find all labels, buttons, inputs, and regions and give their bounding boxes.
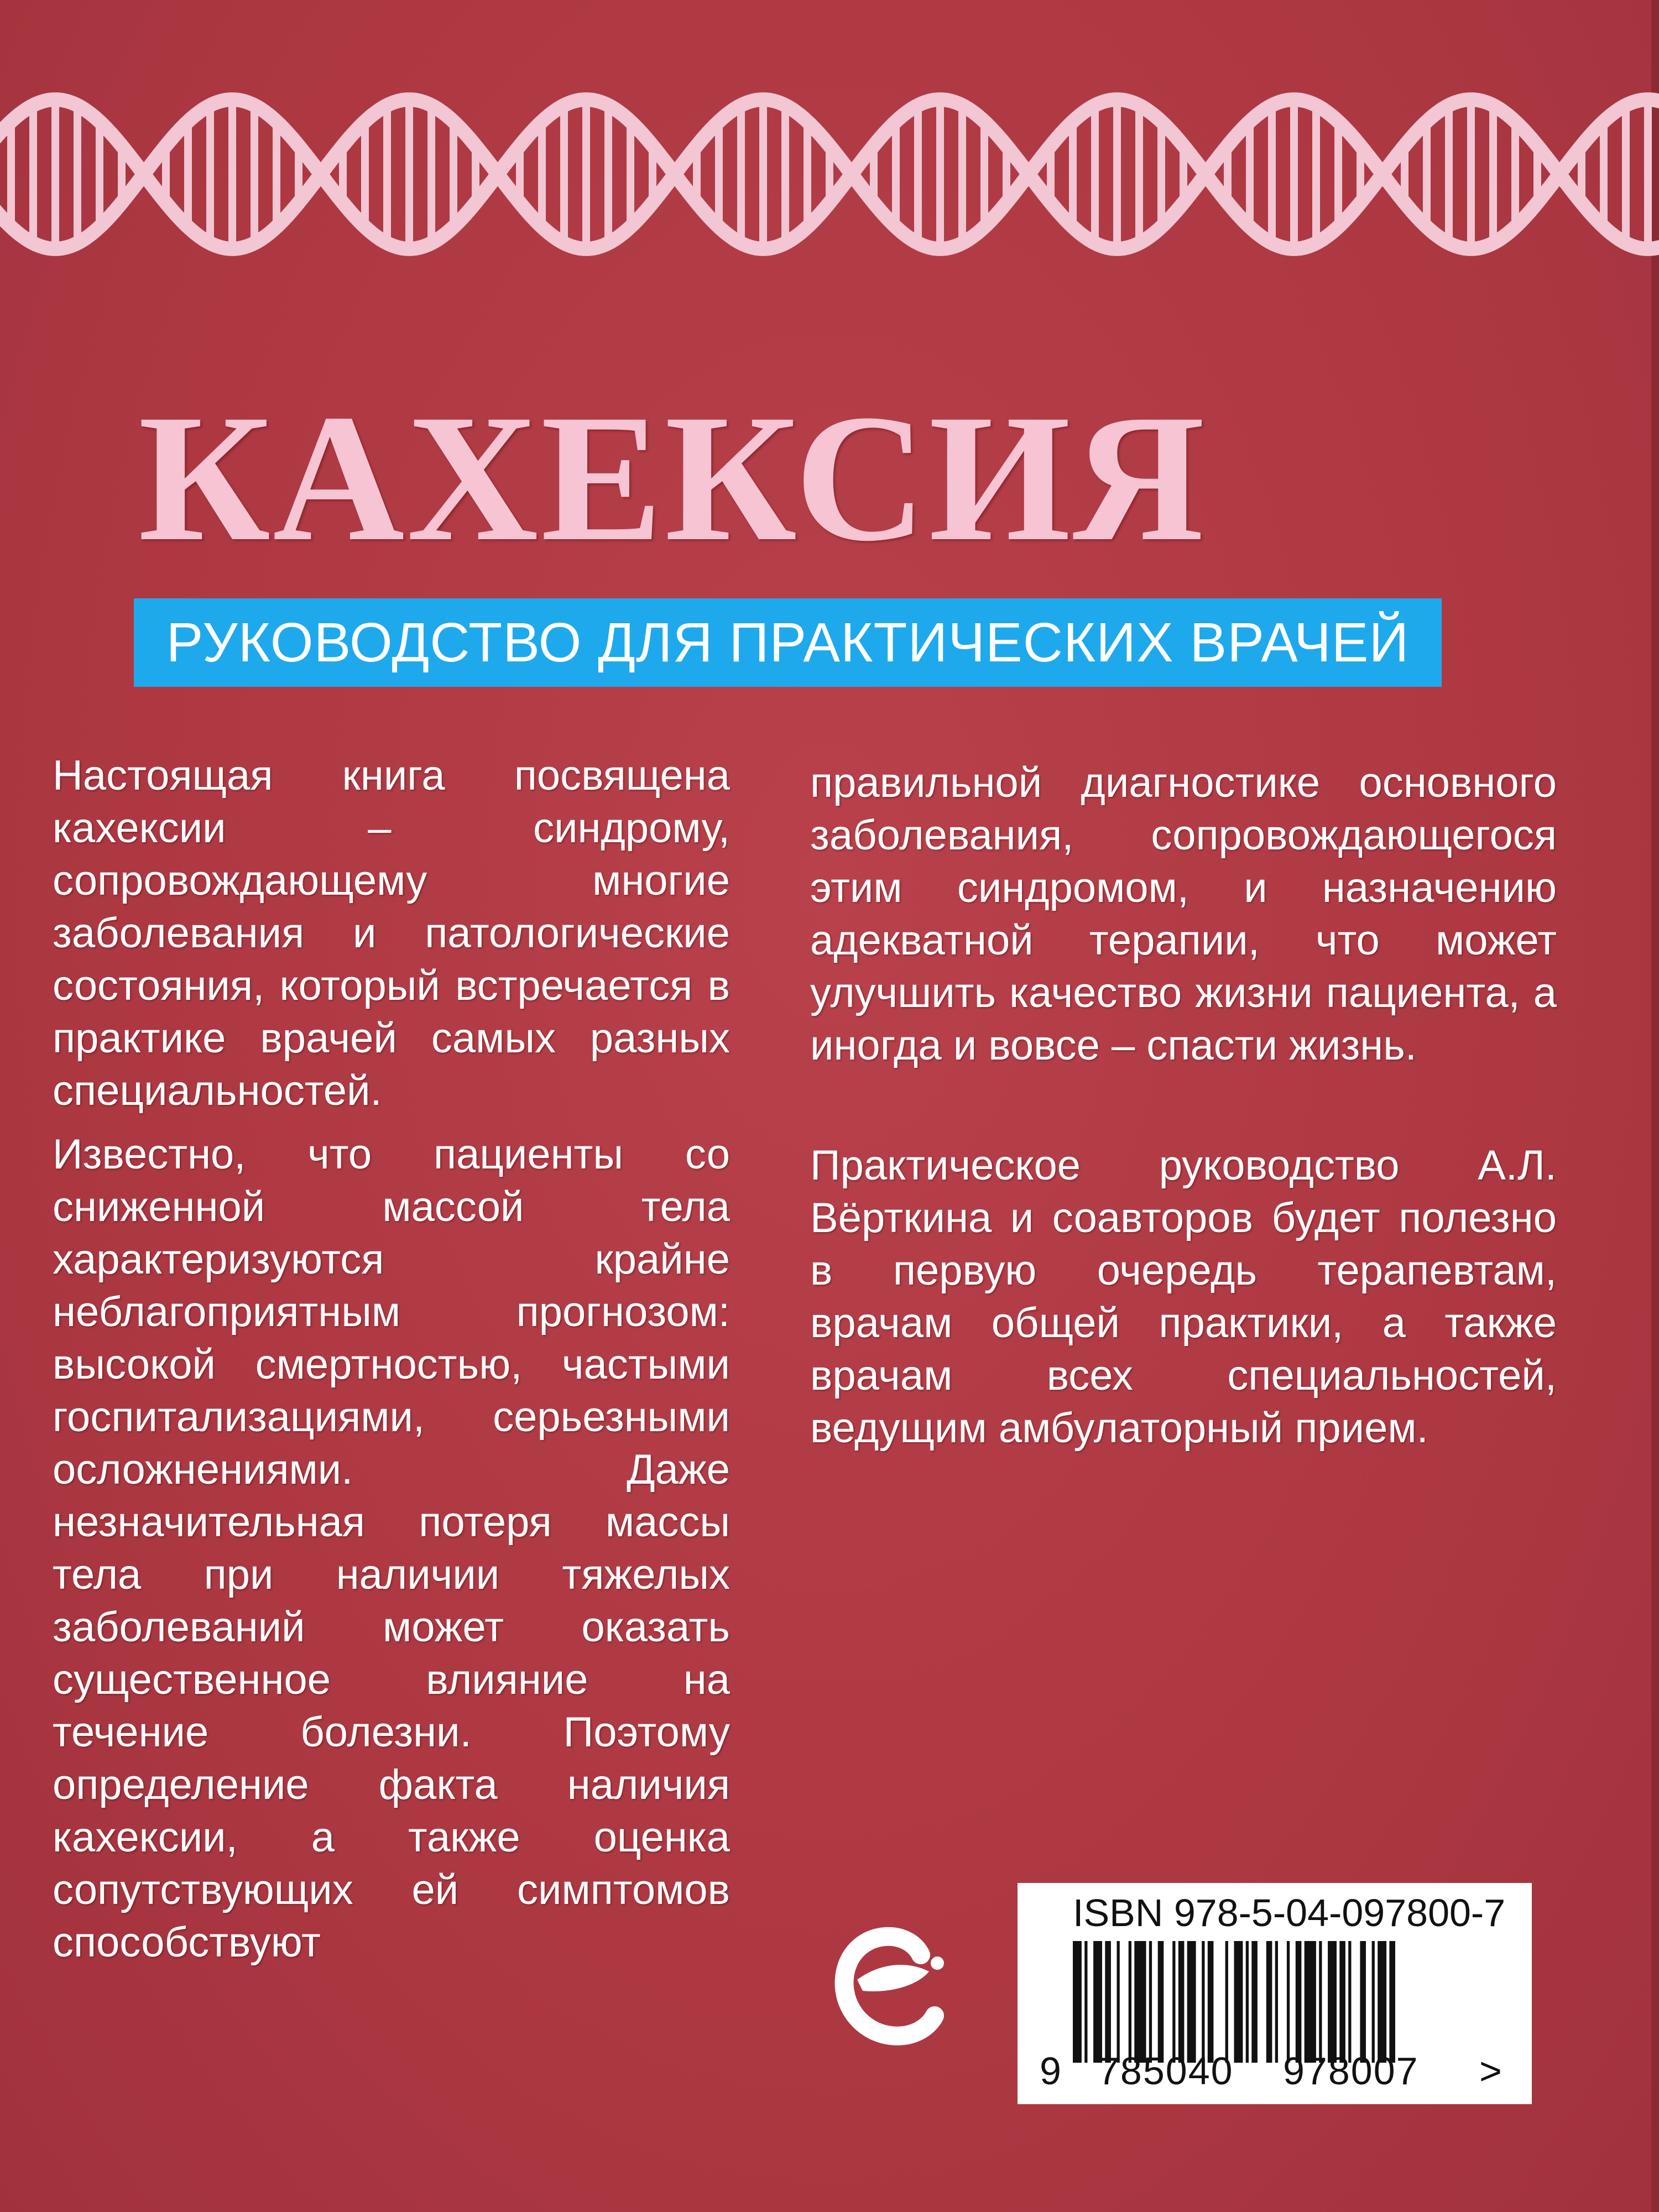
book-title: КАХЕКСИЯ	[138, 377, 1207, 579]
barcode-bar	[1178, 1941, 1185, 2063]
description-paragraph-1: Настоящая книга посвящена кахексии – синдрому, сопровождающему многие заболевания и патологические состояния, который встречается в практике врачей самых разных специальностей.	[53, 752, 730, 1114]
book-subtitle: РУКОВОДСТВО ДЛЯ ПРАКТИЧЕСКИХ ВРАЧЕЙ	[166, 611, 1410, 674]
barcode-bar	[1328, 1941, 1337, 2063]
barcode-bar	[1372, 1941, 1375, 2063]
barcode-bar	[1246, 1941, 1249, 2063]
barcode-bar	[1172, 1941, 1175, 2063]
description-paragraph-4: Практическое руководство А.Л. Вёрткина и соавторов будет полезно в первую очередь терапевтам, врачам общей практики, а также врачам всех специальностей, ведущим амбулаторный прием.	[810, 1142, 1557, 1452]
barcode-bar	[1266, 1941, 1272, 2063]
barcode-digit-first: 9	[1040, 2049, 1061, 2093]
barcode-bar	[1348, 1941, 1351, 2063]
subtitle-banner	[134, 598, 1442, 687]
dna-helix-icon	[0, 83, 1659, 265]
barcode-icon	[1073, 1941, 1460, 2063]
barcode-bar	[1305, 1941, 1316, 2063]
barcode-digit-end: >	[1479, 2049, 1502, 2093]
isbn-barcode	[1018, 1883, 1532, 2104]
isbn-text: ISBN 978-5-04-097800-7	[1073, 1891, 1506, 1934]
barcode-bar	[1129, 1941, 1131, 2063]
barcode-bar	[1275, 1941, 1278, 2063]
barcode-bar	[1339, 1941, 1345, 2063]
barcode-bar	[1234, 1941, 1243, 2063]
barcode-bar	[1149, 1941, 1152, 2063]
description-paragraph-2: Известно, что пациенты со сниженной массой тела характеризуются крайне неблагоприятным прогнозом: высокой смертностью, частыми госпитализациями, серьезными осложнениями. Даже незначительная потеря массы тела при наличии тяжелых заболеваний может оказать существенное влияние на течение болезни. Поэтому определение факта наличия кахексии, а также оценка сопутствующих ей симптомов способствуют	[53, 1131, 730, 1966]
description-paragraph-3: правильной диагностике основного заболевания, сопровождающегося этим синдромом, и назначению адекватной терапии, что может улучшить качество жизни пациента, а иногда и вовсе – спасти жизнь.	[810, 759, 1557, 1069]
barcode-bar	[1378, 1941, 1386, 2063]
barcode-digits-group-2: 978007	[1283, 2049, 1419, 2093]
barcode-bar	[1251, 1941, 1258, 2063]
barcode-bar	[1319, 1941, 1322, 2063]
cover-edge	[1651, 0, 1659, 2212]
barcode-digits-group-1: 785040	[1098, 2049, 1234, 2093]
barcode-bar	[1360, 1941, 1366, 2063]
barcode-bar	[1105, 1941, 1111, 2063]
barcode-bar	[1287, 1941, 1290, 2063]
barcode-bar	[1084, 1941, 1087, 2063]
barcode-bar	[1296, 1941, 1302, 2063]
barcode-bar	[1073, 1941, 1082, 2063]
barcode-bar	[1202, 1941, 1204, 2063]
barcode-bar	[1389, 1941, 1395, 2063]
barcode-bar	[1093, 1941, 1102, 2063]
barcode-bar	[1225, 1941, 1228, 2063]
barcode-bar	[1187, 1941, 1196, 2063]
barcode-bar	[1208, 1941, 1214, 2063]
barcode-bar	[1117, 1941, 1120, 2063]
publisher-e-logo-icon	[824, 1902, 957, 2068]
barcode-bar	[1158, 1941, 1164, 2063]
barcode-bar	[1134, 1941, 1146, 2063]
